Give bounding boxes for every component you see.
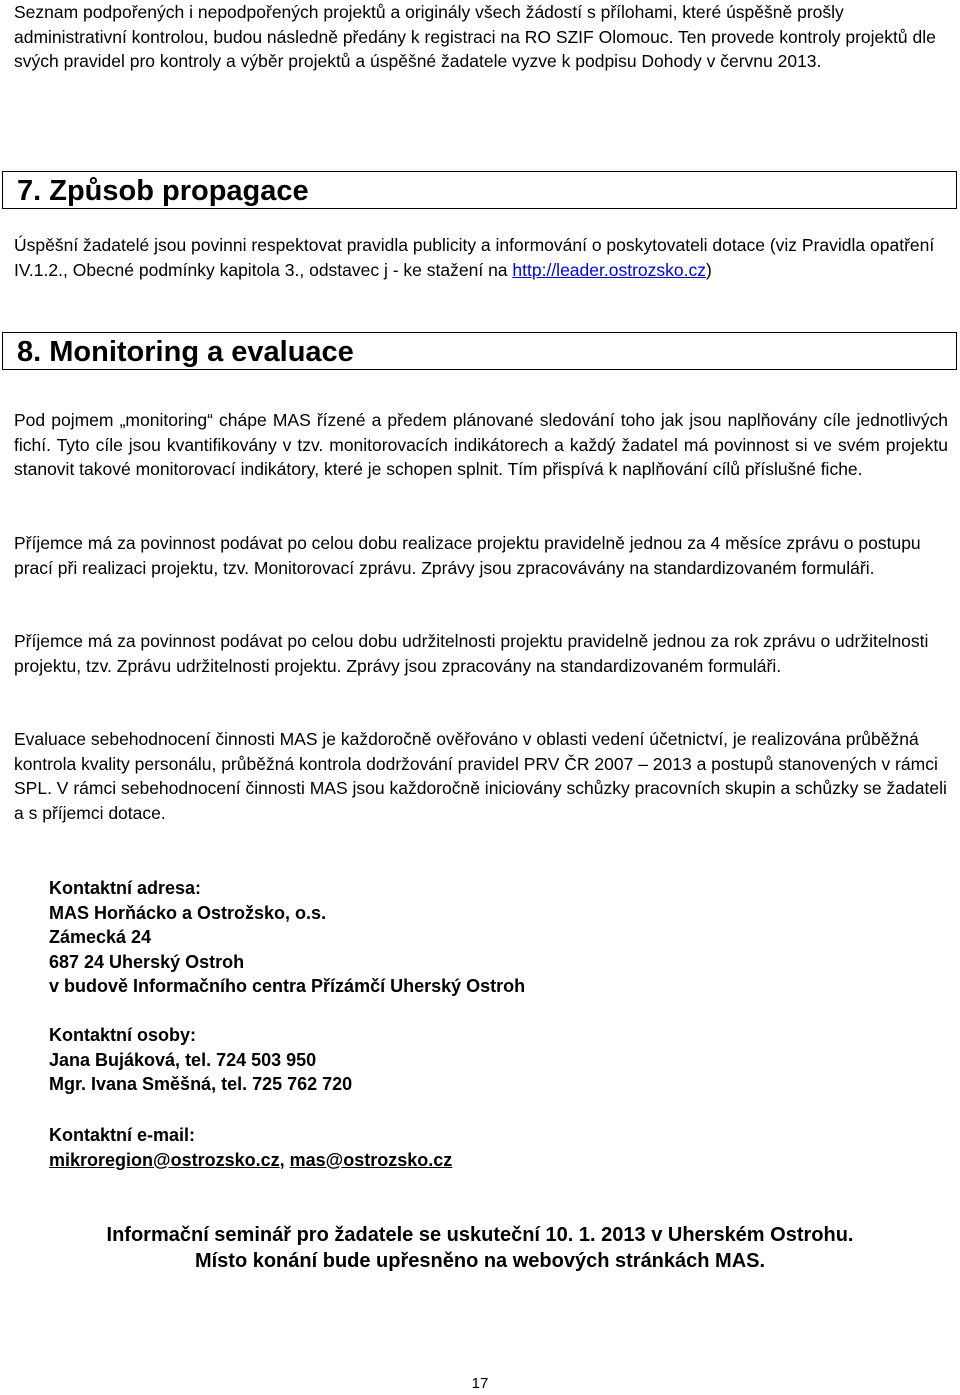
contact-address-block <box>49 876 929 999</box>
city-address: 687 24 Uherský Ostroh <box>49 951 245 972</box>
organization-name: MAS Horňácko a Ostrožsko, o.s. <box>49 902 327 923</box>
sustainability-report-paragraph: Příjemce má za povinnost podávat po celou dobu udržitelnosti projektu pravidelně jednou za rok zprávu o udržitelnosti projektu, tzv. Zprávu udržitelnosti projektu. Zprávy jsou zpracovány na standardizovaném formuláři. <box>14 631 929 676</box>
contact-persons-label: Kontaktní osoby: <box>49 1025 196 1045</box>
section-7-text-end: ) <box>705 259 712 280</box>
section-8-heading: 8. Monitoring a evaluace <box>17 336 354 368</box>
contact-address-label: Kontaktní adresa: <box>49 878 202 898</box>
email-link-mikroregion[interactable]: mikroregion@ostrozsko.cz <box>49 1149 280 1170</box>
contact-persons-block <box>49 1023 929 1097</box>
email-separator: , <box>279 1149 290 1170</box>
seminar-announcement-line-1: Informační seminář pro žadatele se uskuteční 10. 1. 2013 v Uherském Ostrohu. <box>106 1224 854 1246</box>
section-8-heading-box <box>2 332 957 370</box>
email-line <box>49 1148 929 1173</box>
contact-person-1: Jana Bujáková, tel. 724 503 950 <box>49 1049 317 1070</box>
email-link-mas[interactable]: mas@ostrozsko.cz <box>289 1149 453 1170</box>
monitoring-report-paragraph: Příjemce má za povinnost podávat po celou dobu realizace projektu pravidelně jednou za 4 měsíce zprávu o postupu prací při realizaci projektu, tzv. Monitorovací zprávu. Zprávy jsou zpracovávány na standardizovaném formuláři. <box>14 533 921 578</box>
intro-paragraph: Seznam podpořených i nepodpořených projektů a originály všech žádostí s přílohami, které úspěšně prošly administrativní kontrolou, budou následně předány k registraci na RO SZIF Olomouc. Ten provede kontroly projektů dle svých pravidel pro kontroly a výběr projektů a úspěšné žadatele vyzve k podpisu Dohody v červnu 2013. <box>14 2 936 71</box>
monitoring-paragraph: Pod pojmem „monitoring“ chápe MAS řízené a předem plánované sledování toho jak jsou naplňovány cíle jednotlivých fichí. Tyto cíle jsou kvantifikovány v tzv. monitorovacích indikátorech a každý žadatel má povinnost si ve svém projektu stanovit takové monitorovací indikátory, které je schopen splnit. Tím přispívá k naplňování cílů příslušné fiche. <box>14 410 948 479</box>
page-number: 17 <box>471 1375 489 1392</box>
contact-email-label: Kontaktní e-mail: <box>49 1125 196 1145</box>
section-7-paragraph <box>14 233 948 282</box>
seminar-announcement-line-2: Místo konání bude upřesněno na webových stránkách MAS. <box>194 1250 766 1272</box>
leader-website-link[interactable]: http://leader.ostrozsko.cz <box>512 259 706 280</box>
section-7-heading: 7. Způsob propagace <box>17 175 309 207</box>
evaluation-paragraph: Evaluace sebehodnocení činnosti MAS je každoročně ověřováno v oblasti vedení účetnictví, je realizována průběžná kontrola kvality personálu, průběžná kontrola dodržování pravidel PRV ČR 2007 – 2013 a postupů stanovených v rámci SPL. V rámci sebehodnocení činnosti MAS jsou každoročně iniciovány schůzky pracovních skupin a schůzky se žadateli a s příjemci dotace. <box>14 729 947 823</box>
contact-person-2: Mgr. Ivana Směšná, tel. 725 762 720 <box>49 1074 353 1094</box>
street-address: Zámecká 24 <box>49 927 152 947</box>
section-7-heading-box <box>2 171 957 209</box>
section-7-text: Úspěšní žadatelé jsou povinni respektovat pravidla publicity a informování o poskytovateli dotace (viz Pravidla opatření IV.1.2., Obecné podmínky kapitola 3., odstavec j - ke stažení na <box>14 235 935 280</box>
building-location: v budově Informačního centra Přízámčí Uherský Ostroh <box>49 976 526 996</box>
contact-email-block <box>49 1123 929 1172</box>
